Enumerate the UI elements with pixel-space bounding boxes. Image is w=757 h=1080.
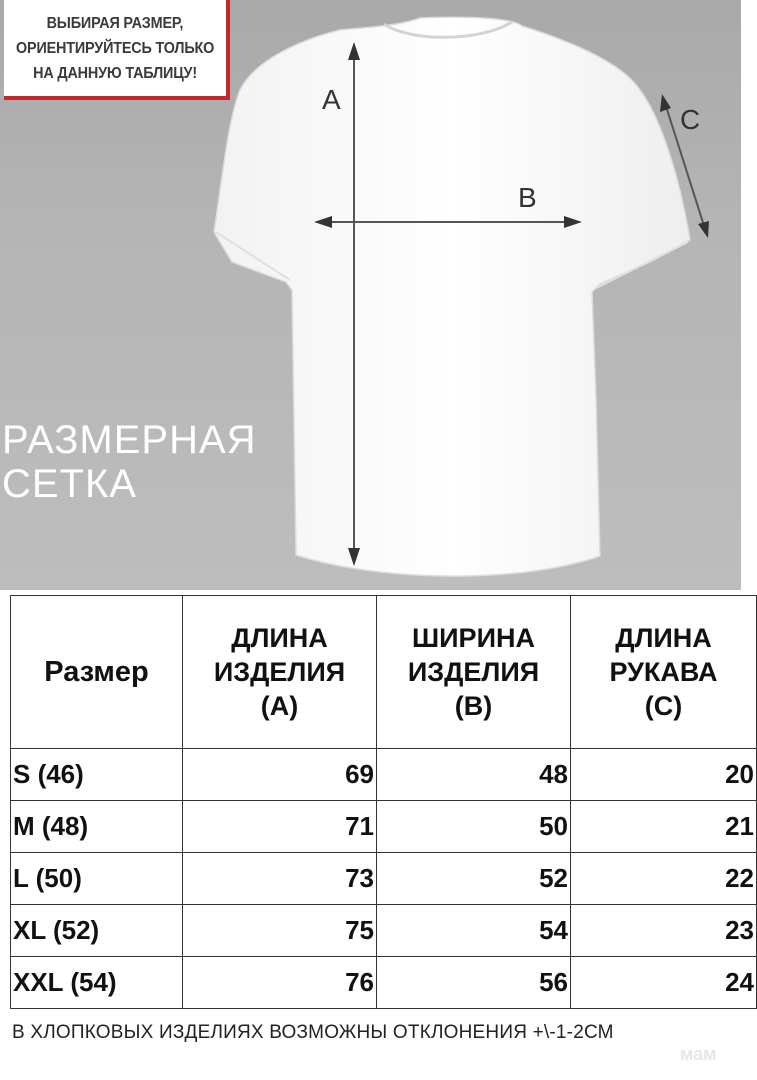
size-cell: S (46)	[11, 749, 183, 801]
size-chart-title	[2, 418, 257, 506]
header-size: Размер	[11, 596, 183, 749]
header-length	[183, 596, 377, 749]
tshirt-shape	[214, 17, 690, 576]
deviation-note: В ХЛОПКОВЫХ ИЗДЕЛИЯХ ВОЗМОЖНЫ ОТКЛОНЕНИЯ +\-1-2СМ	[12, 1022, 614, 1043]
dimension-c-label: C	[680, 104, 701, 135]
size-cell: XXL (54)	[11, 957, 183, 1009]
header-line: ШИРИНА	[412, 623, 535, 653]
table-row	[11, 749, 757, 801]
sleeve-cell: 23	[571, 905, 757, 957]
title-line: РАЗМЕРНАЯ	[2, 418, 257, 462]
header-sleeve	[571, 596, 757, 749]
arrow-down-icon	[698, 221, 709, 238]
header-line: ДЛИНА	[615, 623, 712, 653]
size-cell: L (50)	[11, 853, 183, 905]
header-width	[377, 596, 571, 749]
size-cell: M (48)	[11, 801, 183, 853]
width-cell: 56	[377, 957, 571, 1009]
notice-line: НА ДАННУЮ ТАБЛИЦУ!	[33, 64, 197, 82]
table-row	[11, 905, 757, 957]
table-row	[11, 957, 757, 1009]
dimension-a-label: A	[322, 84, 341, 115]
sleeve-cell: 21	[571, 801, 757, 853]
size-cell: XL (52)	[11, 905, 183, 957]
width-cell: 48	[377, 749, 571, 801]
notice-line: ВЫБИРАЯ РАЗМЕР,	[46, 14, 184, 32]
length-cell: 69	[183, 749, 377, 801]
length-cell: 73	[183, 853, 377, 905]
length-cell: 71	[183, 801, 377, 853]
size-table	[10, 595, 757, 1009]
table-row	[11, 853, 757, 905]
width-cell: 54	[377, 905, 571, 957]
arrow-up-icon	[660, 94, 671, 112]
table-row	[11, 801, 757, 853]
header-line: (С)	[644, 691, 683, 721]
title-line: СЕТКА	[2, 462, 137, 506]
header-line: ДЛИНА	[231, 623, 328, 653]
length-cell: 75	[183, 905, 377, 957]
width-cell: 52	[377, 853, 571, 905]
header-line: РУКАВА	[609, 657, 718, 687]
notice-line: ОРИЕНТИРУЙТЕСЬ ТОЛЬКО	[15, 39, 215, 57]
header-line: (В)	[454, 691, 493, 721]
sleeve-cell: 20	[571, 749, 757, 801]
table-header-row	[11, 596, 757, 749]
watermark: мам	[680, 1044, 717, 1064]
header-line: (А)	[260, 691, 299, 721]
header-line: ИЗДЕЛИЯ	[213, 657, 346, 687]
sleeve-cell: 24	[571, 957, 757, 1009]
size-notice-banner	[4, 0, 230, 100]
dimension-b-label: B	[518, 182, 537, 213]
sleeve-cell: 22	[571, 853, 757, 905]
width-cell: 50	[377, 801, 571, 853]
header-line: ИЗДЕЛИЯ	[407, 657, 540, 687]
length-cell: 76	[183, 957, 377, 1009]
